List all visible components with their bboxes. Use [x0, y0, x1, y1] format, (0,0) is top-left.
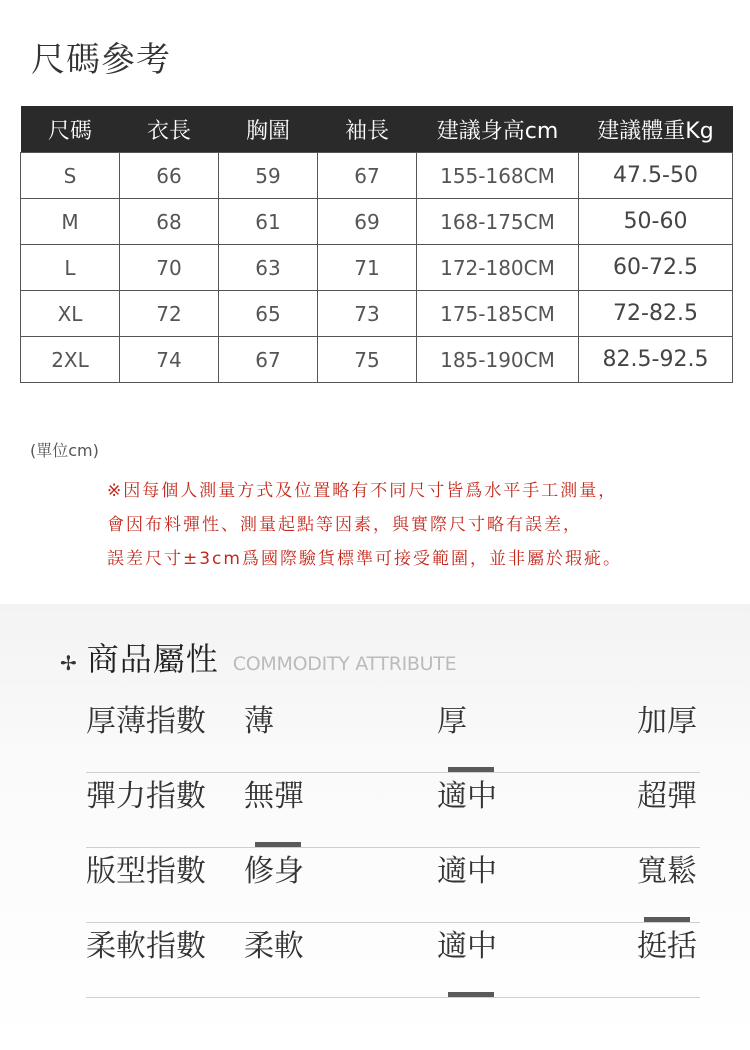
attributes-subtitle: COMMODITY ATTRIBUTE [232, 653, 457, 675]
attribute-option: 加厚 [637, 704, 697, 739]
cell-size: M [21, 199, 120, 245]
attribute-option: 挺括 [637, 929, 697, 964]
cell-length: 68 [120, 199, 219, 245]
attribute-label: 版型指數 [86, 854, 206, 889]
cell-length: 72 [120, 291, 219, 337]
header-chest: 胸圍 [219, 106, 318, 153]
header-height: 建議身高cm [417, 106, 579, 153]
cell-chest: 67 [219, 337, 318, 383]
size-table-header [21, 106, 733, 153]
disclaimer-line: 誤差尺寸±3cm爲國際驗貨標準可接受範圍，並非屬於瑕疵。 [107, 549, 622, 569]
attribute-option: 修身 [244, 854, 304, 889]
disclaimer-note [107, 474, 622, 576]
cell-size: 2XL [21, 337, 120, 383]
cell-height: 175-185CM [417, 291, 579, 337]
table-row [21, 153, 733, 199]
cell-height: 185-190CM [417, 337, 579, 383]
cell-length: 66 [120, 153, 219, 199]
cell-weight: 47.5-50 [579, 153, 733, 199]
attribute-label: 彈力指數 [86, 779, 206, 814]
cell-size: S [21, 153, 120, 199]
attribute-label: 柔軟指數 [86, 929, 206, 964]
cell-chest: 59 [219, 153, 318, 199]
attributes-header [60, 634, 456, 680]
cell-sleeve: 75 [318, 337, 417, 383]
attribute-option: 超彈 [637, 779, 697, 814]
size-table [20, 106, 733, 383]
cell-length: 70 [120, 245, 219, 291]
attribute-row-elasticity [86, 771, 700, 848]
disclaimer-line: 會因布料彈性、測量起點等因素，與實際尺寸略有誤差， [107, 515, 582, 535]
cell-weight: 82.5-92.5 [579, 337, 733, 383]
sparkle-icon: ✢ [60, 651, 77, 675]
cell-sleeve: 73 [318, 291, 417, 337]
disclaimer-line: ※因每個人測量方式及位置略有不同尺寸皆爲水平手工測量， [107, 481, 618, 501]
attribute-option: 寬鬆 [637, 854, 697, 889]
selected-indicator [448, 992, 494, 997]
cell-weight: 50-60 [579, 199, 733, 245]
header-sleeve: 袖長 [318, 106, 417, 153]
cell-chest: 63 [219, 245, 318, 291]
attribute-option: 適中 [437, 854, 497, 889]
table-row [21, 291, 733, 337]
attribute-option: 柔軟 [244, 929, 304, 964]
attribute-option: 薄 [244, 704, 274, 739]
header-weight: 建議體重Kg [579, 106, 733, 153]
cell-weight: 60-72.5 [579, 245, 733, 291]
header-size: 尺碼 [21, 106, 120, 153]
cell-height: 172-180CM [417, 245, 579, 291]
table-row [21, 245, 733, 291]
cell-size: XL [21, 291, 120, 337]
attribute-option: 厚 [437, 704, 467, 739]
unit-note: (單位cm) [30, 441, 99, 460]
cell-chest: 61 [219, 199, 318, 245]
attribute-row-thickness [86, 696, 700, 773]
cell-chest: 65 [219, 291, 318, 337]
cell-length: 74 [120, 337, 219, 383]
cell-height: 155-168CM [417, 153, 579, 199]
page-title: 尺碼參考 [31, 40, 171, 80]
header-length: 衣長 [120, 106, 219, 153]
attribute-label: 厚薄指數 [86, 704, 206, 739]
attribute-option: 適中 [437, 779, 497, 814]
cell-sleeve: 69 [318, 199, 417, 245]
cell-size: L [21, 245, 120, 291]
attributes-title: 商品屬性 [86, 640, 219, 678]
table-row [21, 337, 733, 383]
cell-height: 168-175CM [417, 199, 579, 245]
attribute-row-softness [86, 921, 700, 998]
cell-sleeve: 71 [318, 245, 417, 291]
cell-weight: 72-82.5 [579, 291, 733, 337]
attribute-row-fit [86, 846, 700, 923]
attribute-option: 無彈 [244, 779, 304, 814]
cell-sleeve: 67 [318, 153, 417, 199]
attribute-option: 適中 [437, 929, 497, 964]
table-row [21, 199, 733, 245]
